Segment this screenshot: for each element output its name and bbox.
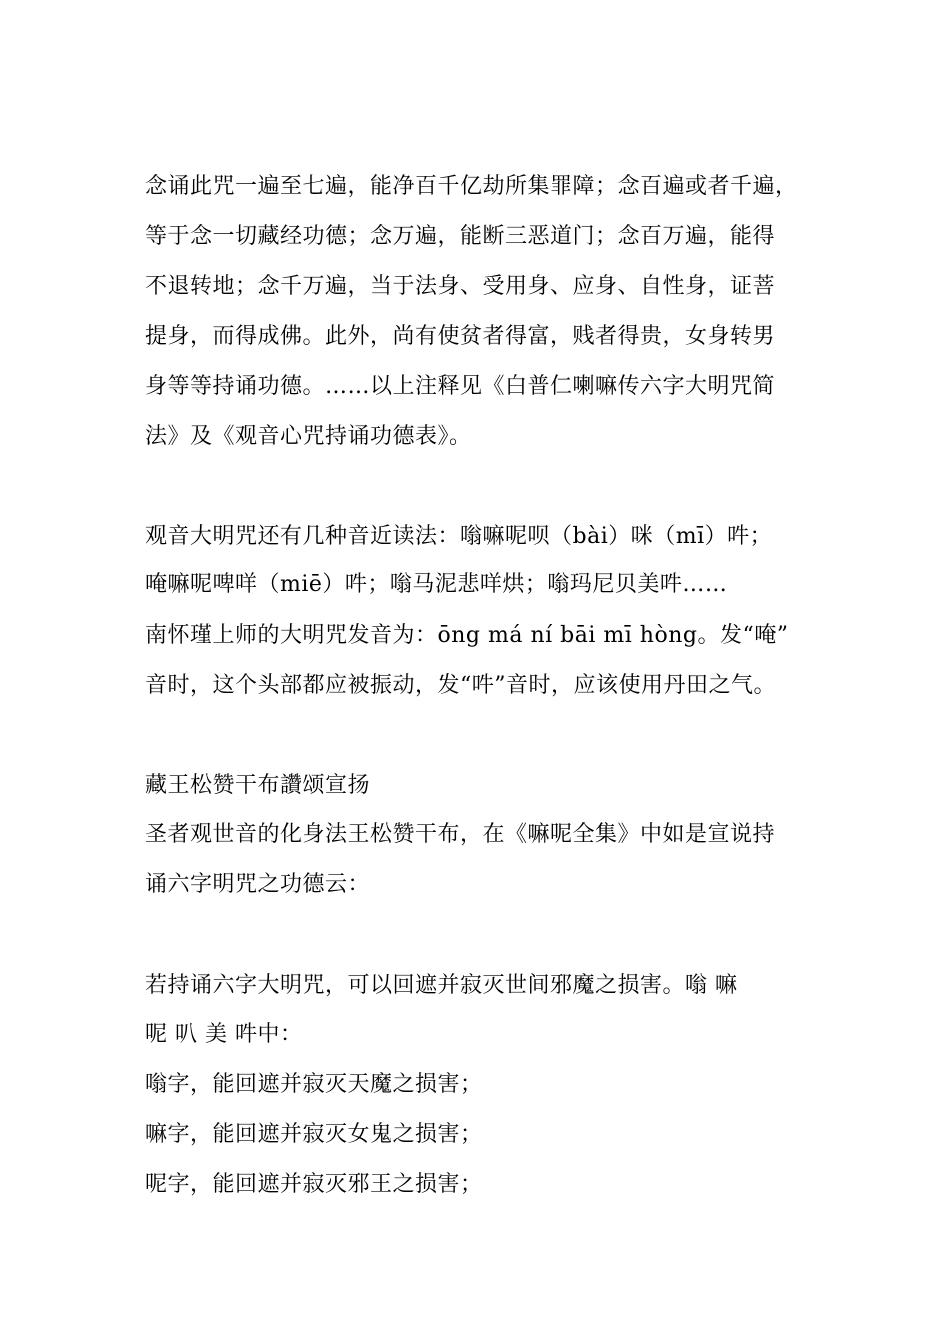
- paragraph-1-line-6: 法》及《观音心咒持诵功德表》。: [145, 424, 472, 449]
- paragraph-1-line-4: 提身，而得成佛。此外，尚有使贫者得富，贱者得贵，女身转男: [145, 324, 776, 349]
- paragraph-1-line-1: 念诵此咒一遍至七遍，能净百千亿劫所集罪障；念百遍或者千遍，: [145, 174, 798, 199]
- paragraph-3-line-2: 圣者观世音的化身法王松赞干布，在《嘛呢全集》中如是宣说持: [145, 822, 776, 847]
- paragraph-4-line-4: 嘛字，能回遮并寂灭女鬼之损害；: [145, 1122, 483, 1147]
- paragraph-1-line-2: 等于念一切藏经功德；念万遍，能断三恶道门；念百万遍，能得: [145, 224, 776, 249]
- paragraph-4-line-3: 嗡字，能回遮并寂灭天魔之损害；: [145, 1072, 483, 1097]
- paragraph-4-line-1: 若持诵六字大明咒，可以回遮并寂灭世间邪魔之损害。嗡 嘛: [145, 973, 738, 998]
- paragraph-1-line-5: 身等等持诵功德。……以上注释见《白普仁喇嘛传六字大明咒简: [145, 374, 776, 399]
- paragraph-3-line-3: 诵六字明咒之功德云：: [145, 872, 371, 897]
- paragraph-2-line-1: 观音大明咒还有几种音近读法：嗡嘛呢呗（bài）咪（mī）吽；: [145, 524, 773, 549]
- paragraph-4-line-5: 呢字，能回遮并寂灭邪王之损害；: [145, 1172, 483, 1197]
- paragraph-2-line-3: 南怀瑾上师的大明咒发音为：ōng má ní bāi mī hòng。发“唵”: [145, 623, 789, 648]
- paragraph-2-line-2: 唵嘛呢啤咩（miē）吽；嗡马泥悲咩烘；嗡玛尼贝美吽……: [145, 572, 728, 597]
- paragraph-1-line-3: 不退转地；念千万遍，当于法身、受用身、应身、自性身，证菩: [145, 274, 776, 299]
- paragraph-4-line-2: 呢 叭 美 吽中：: [145, 1022, 303, 1047]
- paragraph-2-line-4: 音时，这个头部都应被振动，发“吽”音时，应该使用丹田之气。: [145, 673, 776, 698]
- paragraph-3-heading: 藏王松赞干布讚颂宣扬: [145, 773, 371, 798]
